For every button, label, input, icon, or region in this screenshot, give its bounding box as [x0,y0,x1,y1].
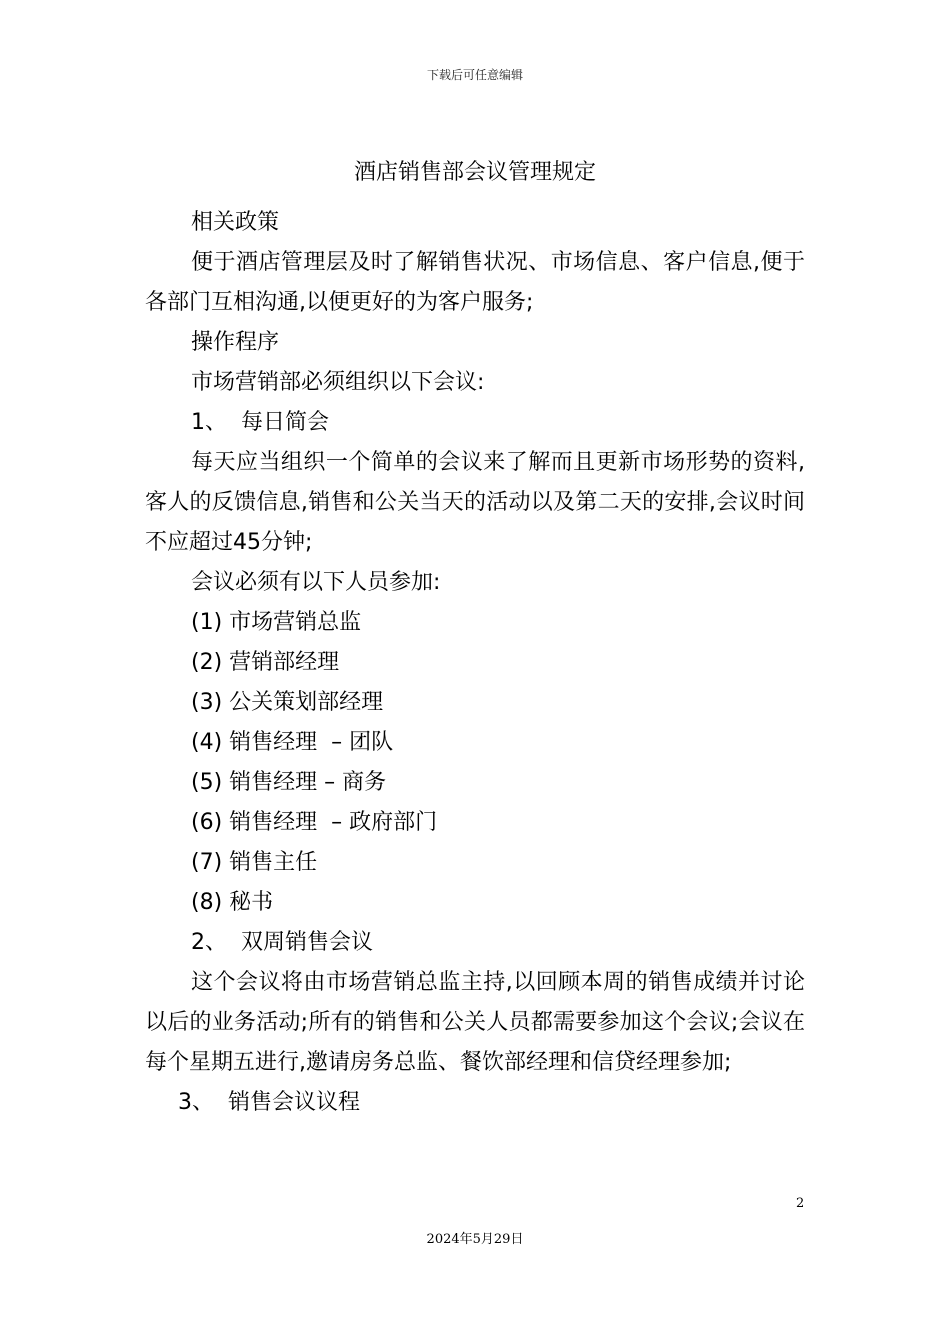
paragraph-daily-briefing: 每天应当组织一个简单的会议来了解而且更新市场形势的资料,客人的反馈信息,销售和公关当天的活动以及第二天的安排,会议时间不应超过45分钟; [145,450,805,555]
attendee-item: (8) 秘书 [191,890,274,915]
attendee-item: (6) 销售经理 – 政府部门 [191,810,438,835]
attendee-item: (3) 公关策划部经理 [191,690,384,715]
document-body [145,203,805,1123]
list-item-biweekly-meeting: 2、 双周销售会议 [191,930,373,955]
paragraph-meetings-intro: 市场营销部必须组织以下会议: [191,370,485,395]
section-heading-policy: 相关政策 [191,210,280,235]
paragraph-biweekly-meeting: 这个会议将由市场营销总监主持,以回顾本周的销售成绩并讨论以后的业务活动;所有的销售和公关人员都需要参加这个会议;会议在每个星期五进行,邀请房务总监、餐饮部经理和信贷经理参加; [145,970,805,1075]
footer-date: 2024年5月29日 [426,1232,524,1247]
paragraph-purpose: 便于酒店管理层及时了解销售状况、市场信息、客户信息,便于各部门互相沟通,以便更好的为客户服务; [145,250,805,315]
paragraph-attendees-intro: 会议必须有以下人员参加: [191,570,441,595]
attendee-item: (2) 营销部经理 [191,650,340,675]
section-heading-procedure: 操作程序 [191,330,280,355]
attendee-item: (4) 销售经理 – 团队 [191,730,394,755]
list-item-sales-agenda: 3、 销售会议议程 [178,1090,360,1115]
attendee-item: (5) 销售经理 – 商务 [191,770,387,795]
page-header-note: 下载后可任意编辑 [426,68,523,82]
list-item-daily-briefing: 1、 每日简会 [191,410,329,435]
attendee-item: (7) 销售主任 [191,850,318,875]
attendee-item: (1) 市场营销总监 [191,610,362,635]
document-title: 酒店销售部会议管理规定 [353,160,596,185]
page-number: 2 [796,1196,805,1211]
